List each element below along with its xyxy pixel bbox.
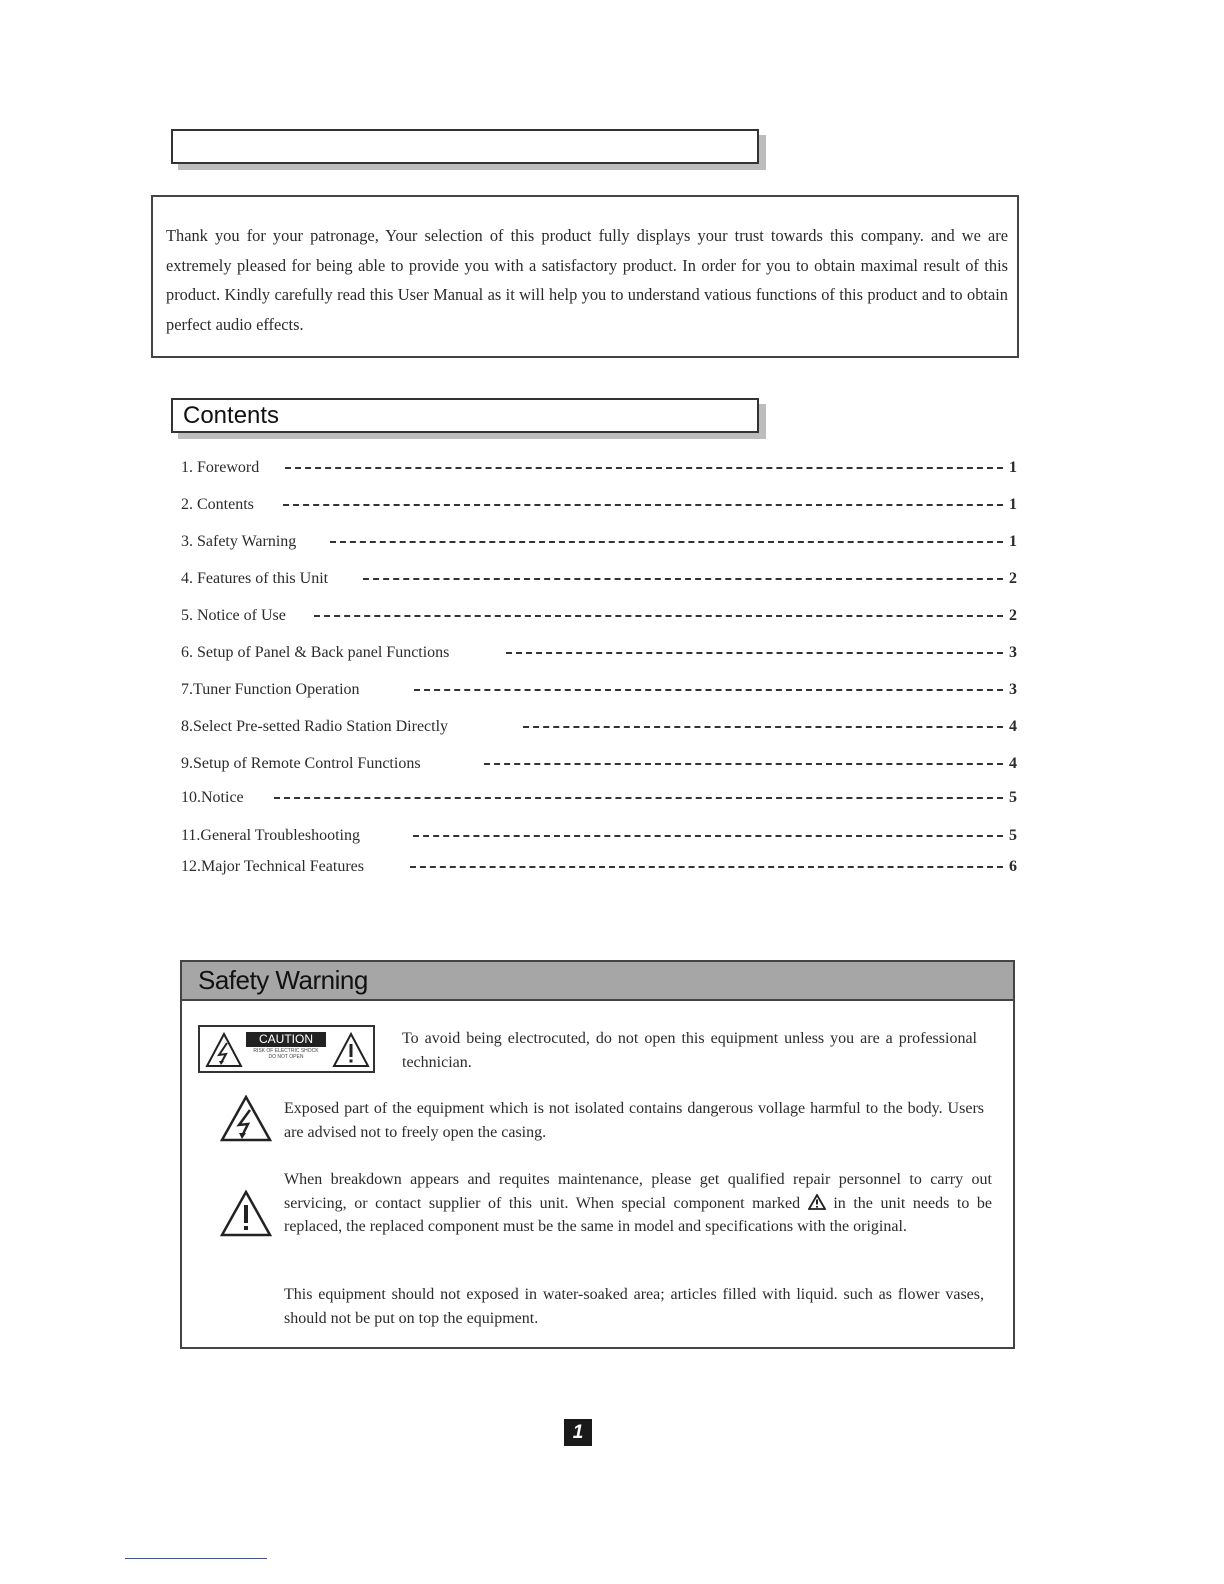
toc-item-label: 6. Setup of Panel & Back panel Functions (181, 644, 450, 661)
toc-item-page: 3 (1009, 681, 1017, 698)
contents-header-box (171, 398, 759, 433)
toc-leader (314, 615, 1003, 617)
safety-paragraph-2: Exposed part of the equipment which is not isolated contains dangerous vollage harmful to the body. Users are advised not to freely open the casing. (284, 1100, 984, 1141)
safety-paragraph-4: This equipment should not exposed in water-soaked area; articles filled with liquid. such as flower vases, should not be put on top the equipment. (284, 1286, 984, 1327)
toc-item-label: 3. Safety Warning (181, 533, 297, 550)
toc-item-label: 11.General Troubleshooting (181, 827, 360, 844)
toc-item-page: 1 (1009, 533, 1017, 550)
toc-item[interactable] (181, 567, 1017, 591)
toc-item-page: 4 (1009, 755, 1017, 772)
toc-item-label: 9.Setup of Remote Control Functions (181, 755, 421, 772)
caution-subtext-line: RISK OF ELECTRIC SHOCK (253, 1048, 319, 1054)
toc-leader (410, 866, 1003, 868)
foreword-text: Thank you for your patronage, Your selection of this product fully displays your trust towards this company. and we are extremely pleased for being able to provide you with a satisfactory product. In order for you to obtain maximal result of this product. Kindly carefully read this User Manual as it will help you to understand vatious functions of this product and to obtain perfect audio effects. (166, 226, 1008, 334)
toc-item[interactable] (181, 678, 1017, 702)
toc-item[interactable] (181, 604, 1017, 628)
toc-item[interactable] (181, 715, 1017, 739)
toc-item-label: 8.Select Pre-setted Radio Station Directly (181, 718, 449, 735)
toc-item-label: 7.Tuner Function Operation (181, 681, 360, 698)
warning-triangle-icon (808, 1194, 826, 1210)
safety-paragraph-1: To avoid being electrocuted, do not open this equipment unless you are a professional technician. (402, 1030, 977, 1071)
safety-warning-title: Safety Warning (198, 965, 368, 995)
toc-leader (523, 726, 1003, 728)
caution-subtext (246, 1048, 326, 1060)
caution-subtext-line: DO NOT OPEN (268, 1054, 304, 1060)
safety-paragraph-3-part-a: When breakdown appears and requites maintenance, please get qualified repair personnel to carry out servicing, or contact supplier of this unit. When special component marked (284, 1171, 992, 1212)
toc-item[interactable] (181, 824, 1017, 848)
toc-item[interactable] (181, 752, 1017, 776)
toc-leader (413, 835, 1003, 837)
safety-paragraph-3-part-b: in the unit needs to be replaced, the replaced component must be the same in model and specifications with the original. (284, 1194, 993, 1235)
toc-leader (484, 763, 1003, 765)
toc-leader (414, 689, 1003, 691)
safety-paragraph-3 (284, 1168, 992, 1239)
safety-warning-header (182, 962, 1013, 1001)
toc-leader (283, 504, 1003, 506)
toc-item-label: 2. Contents (181, 496, 254, 513)
toc-item-label: 12.Major Technical Features (181, 858, 364, 875)
toc-item-page: 3 (1009, 644, 1017, 661)
exclamation-warning-icon (332, 1032, 370, 1068)
lightning-warning-icon (205, 1032, 243, 1068)
toc-item[interactable] (181, 530, 1017, 554)
foreword-box (151, 195, 1019, 358)
toc-item-page: 2 (1009, 607, 1017, 624)
toc-item-page: 5 (1009, 789, 1017, 806)
caution-label-box (198, 1025, 375, 1073)
footer-rule (125, 1558, 267, 1559)
page-number: 1 (564, 1419, 592, 1446)
toc-item[interactable] (181, 786, 1017, 810)
lightning-warning-icon (220, 1095, 272, 1143)
toc-item-label: 4. Features of this Unit (181, 570, 329, 587)
toc-leader (274, 797, 1003, 799)
caution-text: CAUTION (246, 1032, 326, 1047)
toc-item-page: 2 (1009, 570, 1017, 587)
toc-item-page: 6 (1009, 858, 1017, 875)
toc-item-page: 1 (1009, 459, 1017, 476)
toc-leader (363, 578, 1003, 580)
toc-item[interactable] (181, 493, 1017, 517)
toc-item-label: 1. Foreword (181, 459, 260, 476)
exclamation-warning-icon (220, 1190, 272, 1238)
toc-item-label: 10.Notice (181, 789, 244, 806)
toc-item[interactable] (181, 855, 1017, 879)
toc-item[interactable] (181, 641, 1017, 665)
toc-leader (285, 467, 1003, 469)
foreword-title: Foreword (183, 133, 285, 160)
foreword-header-box (171, 129, 759, 164)
toc-item-label: 5. Notice of Use (181, 607, 286, 624)
toc-item[interactable] (181, 456, 1017, 480)
toc-leader (506, 652, 1003, 654)
toc-item-page: 5 (1009, 827, 1017, 844)
contents-title: Contents (183, 402, 280, 429)
toc-item-page: 4 (1009, 718, 1017, 735)
toc-item-page: 1 (1009, 496, 1017, 513)
toc-leader (330, 541, 1003, 543)
